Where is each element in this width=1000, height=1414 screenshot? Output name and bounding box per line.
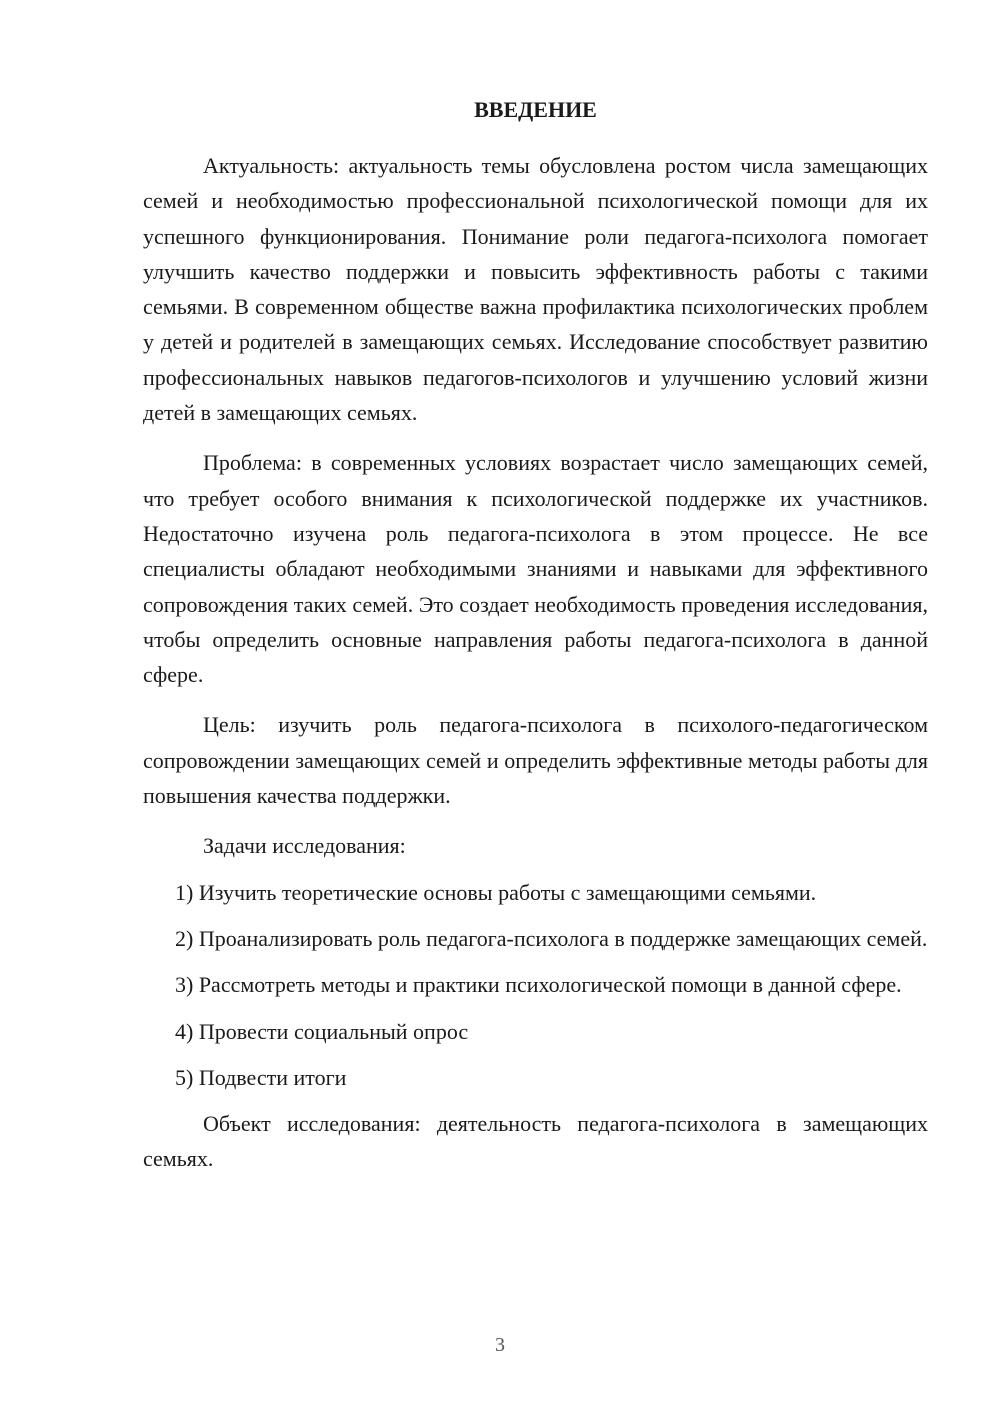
task-item-2: 2) Проанализировать роль педагога-психолога в поддержке замещающих семей. xyxy=(175,925,928,951)
relevance-paragraph: Актуальность: актуальность темы обусловлена ростом числа замещающих семей и необходимостью профессиональной психологической помощи для их успешного функционирования. Понимание роли педагога-психолога помогает улучшить качество поддержки и повысить эффективность работы с такими семьями. В современном обществе важна профилактика психологических проблем у детей и родителей в замещающих семьях. Исследование способствует развитию профессиональных навыков педагогов-психологов и улучшению условий жизни детей в замещающих семьях. xyxy=(143,153,928,426)
page-number: 3 xyxy=(495,1334,505,1356)
goal-paragraph: Цель: изучить роль педагога-психолога в психолого-педагогическом сопровождении замещающих семей и определить эффективные методы работы для повышения качества поддержки. xyxy=(143,712,928,809)
object-paragraph: Объект исследования: деятельность педагога-психолога в замещающих семьях. xyxy=(143,1111,928,1172)
task-item-3: 3) Рассмотреть методы и практики психологической помощи в данной сфере. xyxy=(175,972,902,998)
task-item-4: 4) Провести социальный опрос xyxy=(175,1018,469,1044)
task-item-1: 1) Изучить теоретические основы работы с замещающими семьями. xyxy=(175,879,817,905)
task-item-5: 5) Подвести итоги xyxy=(175,1064,347,1090)
problem-paragraph: Проблема: в современных условиях возрастает число замещающих семей, что требует особого внимания к психологической поддержке их участников. Недостаточно изучена роль педагога-психолога в этом процессе. Не все специалисты обладают необходимыми знаниями и навыками для эффективного сопровождения таких семей. Это создает необходимость проведения исследования, чтобы определить основные направления работы педагога-психолога в данной сфере. xyxy=(143,450,928,688)
page-content xyxy=(143,92,928,1177)
tasks-heading: Задачи исследования: xyxy=(203,833,406,859)
section-heading: ВВЕДЕНИЕ xyxy=(474,97,597,122)
